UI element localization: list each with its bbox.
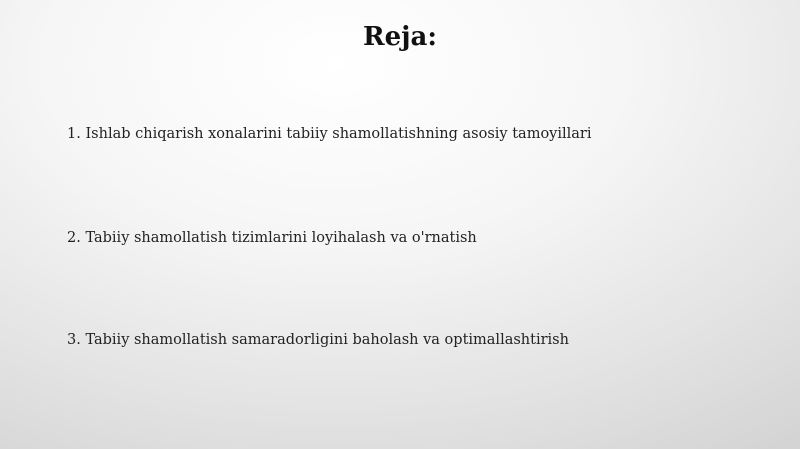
slide-title: Reja: — [362, 22, 437, 52]
plan-item-2: 2. Tabiiy shamollatish tizimlarini loyihalash va o'rnatish — [67, 230, 477, 246]
plan-item-1: 1. Ishlab chiqarish xonalarini tabiiy shamollatishning asosiy tamoyillari — [67, 126, 592, 142]
plan-item-3: 3. Tabiiy shamollatish samaradorligini baholash va optimallashtirish — [67, 332, 569, 348]
